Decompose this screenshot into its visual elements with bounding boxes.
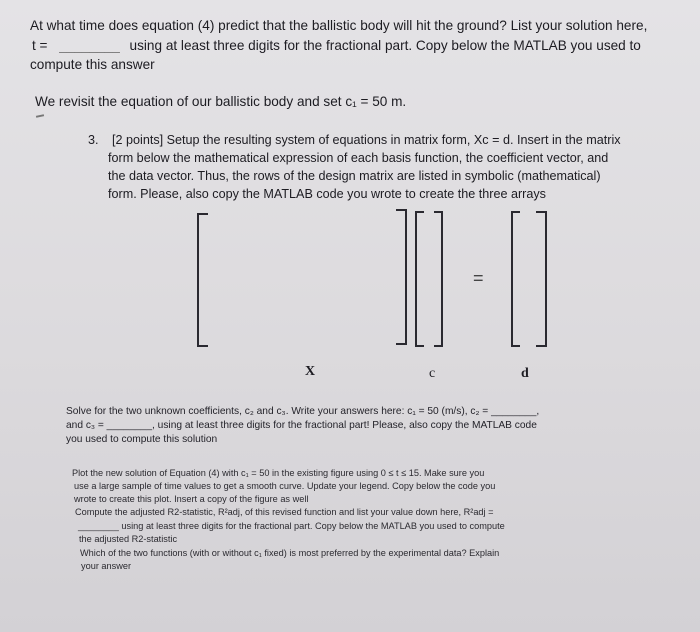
matrix-x-left-bracket: [198, 214, 208, 346]
matrix-x-right-bracket: [396, 210, 406, 344]
question-line-1: At what time does equation (4) predict that the ballistic body will hit the ground? List your solution here,: [30, 18, 648, 33]
label-c: c: [429, 366, 436, 381]
vector-c-left-bracket: [416, 212, 424, 346]
plot-line-1: Plot the new solution of Equation (4) with c₁ = 50 in the existing figure using 0 ≤ t ≤ 15. Make sure you: [72, 468, 485, 478]
matrix-equals-sign: =: [473, 268, 484, 288]
solve-line-1: Solve for the two unknown coefficients, c₂ and c₃. Write your answers here: c₁ = 50 (m/s), c₂ = ________,: [66, 406, 540, 417]
problem-points: [2 points]: [112, 133, 164, 147]
vector-d-left-bracket: [512, 212, 520, 346]
problem-3-line-2: form below the mathematical expression of each basis function, the coefficient vector, and: [108, 151, 609, 165]
vector-c-right-bracket: [434, 212, 442, 346]
vector-d-right-bracket: [536, 212, 546, 346]
revisit-statement: We revisit the equation of our ballistic body and set c₁ = 50 m.: [35, 94, 407, 109]
plot-line-5: ________ using at least three digits for the fractional part. Copy below the MATLAB you used to compute: [78, 521, 505, 531]
problem-3-line-1-rest: Setup the resulting system of equations in matrix form, Xc = d. Insert in the matrix: [166, 133, 621, 147]
plot-line-6: the adjusted R2-statistic: [79, 534, 178, 544]
question-line-3: compute this answer: [30, 57, 155, 72]
solve-line-3: you used to compute this solution: [66, 434, 218, 445]
problem-3-line-3: the data vector. Thus, the rows of the design matrix are listed in symbolic (mathematical): [108, 169, 601, 183]
plot-line-3: wrote to create this plot. Insert a copy of the figure as well: [74, 494, 309, 504]
answer-t-blank[interactable]: ________: [59, 38, 120, 53]
problem-number: 3.: [88, 133, 99, 147]
problem-3-line-4: form. Please, also copy the MATLAB code you wrote to create the three arrays: [108, 187, 546, 201]
label-d: d: [521, 366, 529, 381]
solve-line-2: and c₃ = ________, using at least three digits for the fractional part! Please, also copy the MATLAB code: [66, 420, 537, 431]
answer-t-prefix: t =: [32, 38, 48, 53]
plot-line-7: Which of the two functions (with or without c₁ fixed) is most preferred by the experimental data? Explain: [80, 548, 500, 558]
question-line-2-rest: using at least three digits for the fractional part. Copy below the MATLAB you used to: [129, 38, 641, 53]
plot-line-2: use a large sample of time values to get a smooth curve. Update your legend. Copy below the code you: [74, 481, 496, 491]
plot-line-8: your answer: [81, 561, 132, 571]
label-x: X: [305, 364, 316, 379]
plot-line-4: Compute the adjusted R2-statistic, R²adj, of this revised function and list your value down here, R²adj =: [75, 507, 494, 517]
